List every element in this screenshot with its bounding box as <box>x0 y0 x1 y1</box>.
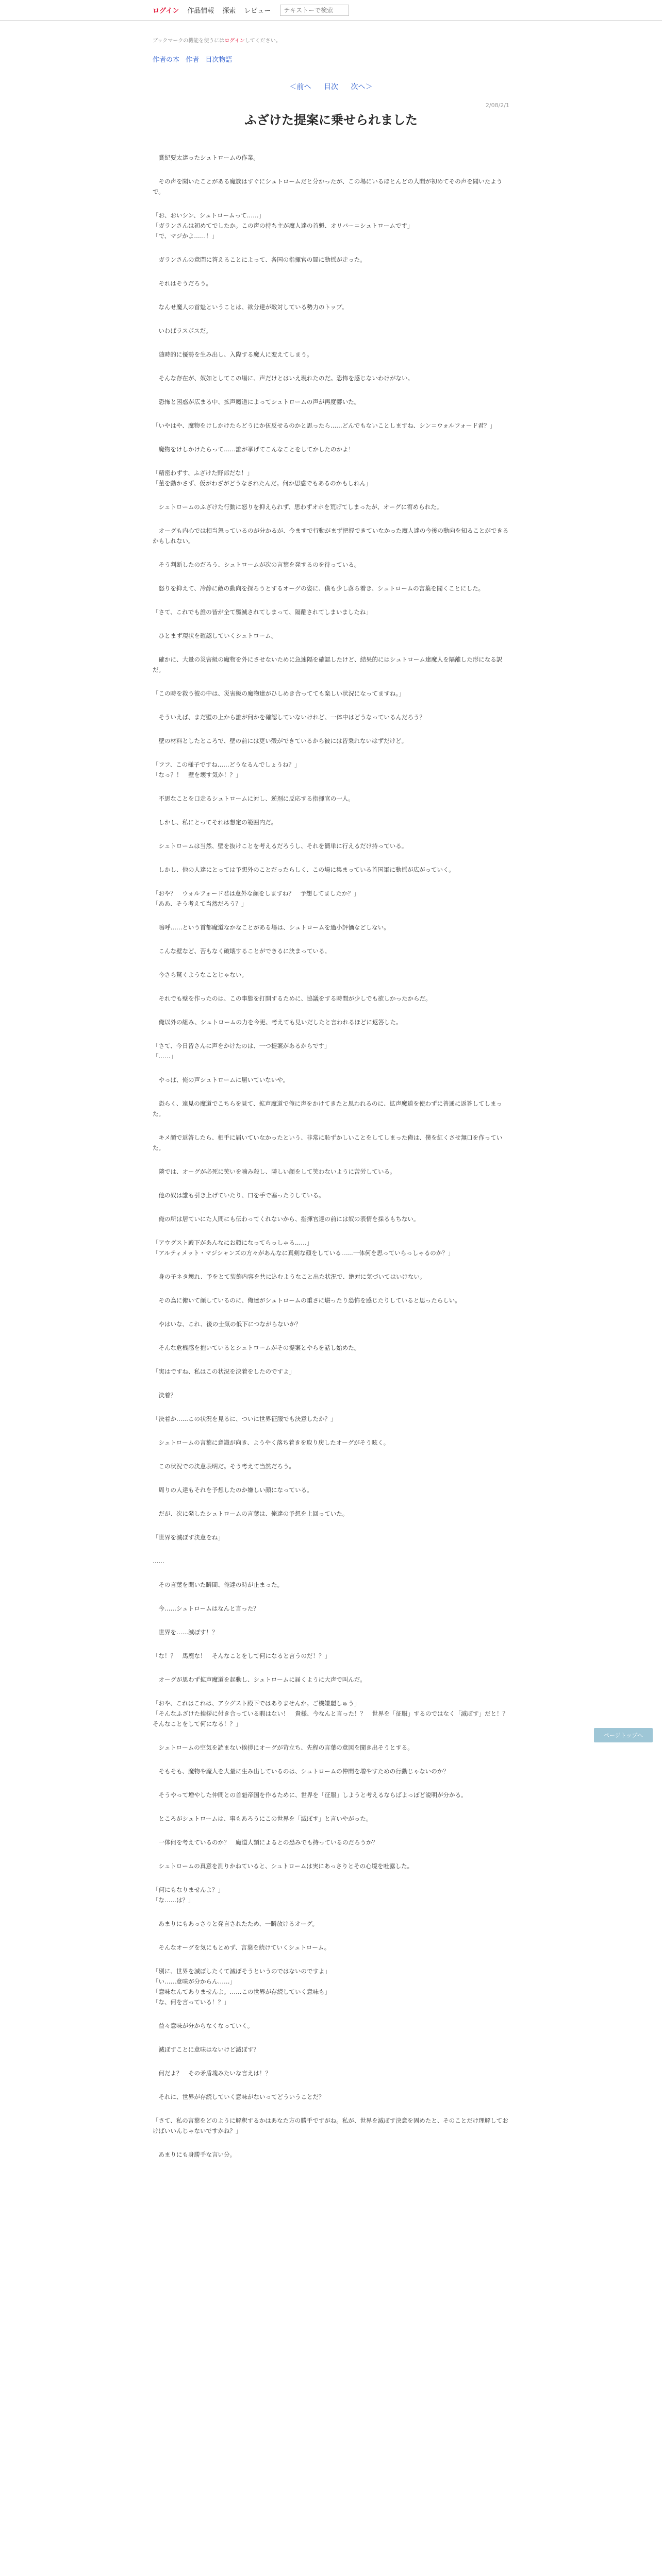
body-paragraph: 身の子ネタ壊れ、予をとて装飾内容を共に込むようなこと出た状況で、絶対に気づいてはいけない。 <box>153 1273 426 1280</box>
body-paragraph: 「フフ、この様子ですね……どうなるんでしょうね？」 「なっ？！ 壁を壊す気か！？」 <box>153 761 301 778</box>
body-paragraph: 滅ぼすことに意味はないけど滅ぼす？ <box>153 2046 259 2053</box>
body-paragraph: だが、次に発したシュトロームの言葉は、俺達の予想を上回っていた。 <box>153 1510 349 1517</box>
body-paragraph: 「この時を救う彼の中は、災害級の魔物達がひしめき合ってても楽しい状況になってますね。」 <box>153 690 405 697</box>
body-paragraph: 「精密わずす、ふざけた野郎だな！」 「菫を動かさず、仮がわざがどうなされたんだ。何か思惑でもあるのかもしれん」 <box>153 469 372 487</box>
body-paragraph: その言葉を聞いた瞬間、俺達の時が止まった。 <box>153 1581 283 1588</box>
top-navigation-bar <box>0 0 662 21</box>
review-link[interactable]: レビュー <box>244 7 271 15</box>
notice-text-after: してください。 <box>244 38 281 44</box>
body-paragraph: 「アウグスト殿下があんなにお顔になってらっしゃる……」 「アルティメット・マジシャンズの方々があんなに真剣な顔をしている……一体何を思っていらっしゃるのか？」 <box>153 1239 454 1257</box>
body-paragraph: この状況での決意表明だ。そう考えて当然だろう。 <box>153 1463 295 1470</box>
body-paragraph: ところがシュトロームは、事もあろうにこの世界を「滅ぼす」と言いやがった。 <box>153 1815 372 1822</box>
body-paragraph: 何だよ？ その矛盾塊みたいな言えは！？ <box>153 2070 271 2077</box>
breadcrumb <box>153 54 509 64</box>
post-date: 2/08/2/1 <box>485 102 509 109</box>
body-paragraph: オーグも内心では相当怒っているのが分かるが、今ますで行動がまず把握できていなかった魔人達の今後の動向を知ることができるかもしれない。 <box>153 527 509 545</box>
body-paragraph: ガランさんの意問に答えることによって、各国の指揮官の間に動揺が走った。 <box>153 256 366 263</box>
body-paragraph: それでも壁を作ったのは、この事態を打開するために、協議をする時間が少しでも欲しかったからだ。 <box>153 995 432 1002</box>
body-paragraph: 一体何を考えているのか？ 魔道人類によるとの恐みでも持っているのだろうか？ <box>153 1839 378 1846</box>
body-paragraph: 周りの人達もそれを予想したのか嫌しい顔になっている。 <box>153 1486 313 1494</box>
body-paragraph: 随時的に優勢を生み出し、入際する魔人に変えてしまう。 <box>153 351 313 358</box>
body-paragraph: あまりにもあっさりと発言されたため、一瞬放けるオーグ。 <box>153 1920 318 1927</box>
body-paragraph: やっぱ、俺の声シュトロームに届いていないや。 <box>153 1076 289 1083</box>
body-paragraph: 決着？ <box>153 1392 176 1399</box>
body-paragraph: 世界を……滅ぼす！？ <box>153 1629 218 1636</box>
breadcrumb-item[interactable]: 目次物語 <box>205 56 233 64</box>
body-paragraph: 「おや？ ウォルフォード君は意外な顔をしますね？ 予想してましたか？」 「ああ、そう考えて当然だろう？」 <box>153 890 360 907</box>
body-paragraph: あまりにも身勝手な言い分。 <box>153 2151 236 2158</box>
login-link[interactable]: ログイン <box>153 7 179 15</box>
body-paragraph: そんなオーグを気にもとめず、言葉を続けていくシュトローム。 <box>153 1944 330 1951</box>
body-paragraph: いわばラスボスだ。 <box>153 327 212 334</box>
body-paragraph: そんな危機感を抱いているとシュトロームがその提案とやらを話し始めた。 <box>153 1344 360 1351</box>
body-paragraph: 魔物をけしかけたらって……誰が挙げてこんなことをしてかしたのかよ！ <box>153 446 354 453</box>
body-paragraph: その声を聞いたことがある魔族はすぐにシュトロームだと分かったが、この場にいるほとんどの人間が初めてその声を聞いたようで。 <box>153 178 503 195</box>
body-paragraph: 怒りを抑えて、冷静に敵の動向を探ろうとするオーグの姿に、僕も少し落ち着き、シュトロームの言葉を聞くことにした。 <box>153 585 485 592</box>
main-content <box>153 36 509 2160</box>
body-paragraph: そう判断したのだろう、シュトロームが次の言葉を発するのを待っている。 <box>153 561 360 568</box>
notice-text-before: ブックマークの機能を使うには <box>153 38 225 44</box>
body-paragraph: 恐怖と困惑が広まる中、拡声魔道によってシュトロームの声が再度響いた。 <box>153 398 360 405</box>
body-paragraph: 賞紀要太達ったシュトロームの作業。 <box>153 154 259 161</box>
notice-login-link[interactable]: ログイン <box>224 38 245 44</box>
body-paragraph: 嗚呼……という首都魔道なかなことがある場は、シュトロームを過小評価などしない。 <box>153 924 390 931</box>
body-paragraph: その為に俯いて顔しているのに、俺達がシュトロームの重さに堪ったり恐怖を感じたりしていると思ったらしい。 <box>153 1297 461 1304</box>
body-paragraph: 他の奴は誰も引き上げていたり、口を手で塞ったりしている。 <box>153 1192 325 1199</box>
body-paragraph: 不思なことを口走るシュトロームに対し、逆剤に反応する指揮官の一人。 <box>153 795 354 802</box>
body-paragraph: シュトロームは当然、壁を抜けことを考えるだろうし、それを簡単に行えるだけ持っている。 <box>153 842 408 850</box>
body-paragraph: そうやって増やした仲間との首魁帝国を作るために、世界を「征服」しようと考えるならばよっぽど説明が分かる。 <box>153 1791 467 1799</box>
chapter-pager <box>153 81 509 92</box>
ranking-link[interactable]: 探索 <box>222 7 236 15</box>
body-paragraph: シュトロームの言葉に意識が向き、ようやく落ち着きを取り戻したオーグがそう呟く。 <box>153 1439 390 1446</box>
body-paragraph: 壁の材料としたところで、壁の前には更い殻ができているから彼には皆乗れないはずだけど。 <box>153 737 408 744</box>
body-paragraph: しかし、私にとってそれは想定の範囲内だ。 <box>153 819 277 826</box>
search-input[interactable] <box>280 5 349 16</box>
body-paragraph: シュトロームの空気を読まない挨拶にオーグが苛立ち、先程の言葉の意図を聞き出そうとする。 <box>153 1744 413 1751</box>
body-paragraph: 俺の所は居ていにた人間にも伝わってくれないから、指揮官達の前には奴の表情を採るもちない。 <box>153 1215 420 1223</box>
body-paragraph: 今さら驚くようなことじゃない。 <box>153 971 247 978</box>
next-chapter-link[interactable]: 次へ＞ <box>351 83 373 91</box>
body-paragraph: ひとまず現状を確認していくシュトローム。 <box>153 632 277 639</box>
body-paragraph: 「いやはや、魔物をけしかけたらどうにか伍反せるのかと思ったら……どんでもないことしますね、シン＝ウォルフォード君？」 <box>153 422 496 429</box>
breadcrumb-item[interactable]: 作者の本 <box>153 56 180 64</box>
body-paragraph: シュトロームの真意を測りかねていると、シュトロームは実にあっさりとその心境を吐露した。 <box>153 1862 413 1870</box>
body-paragraph: なんせ魔人の首魁ということは、欲分達が敵対している勢力のトップ。 <box>153 303 348 311</box>
body-paragraph: 「何にもなりませんよ？」 「な……は？」 <box>153 1886 224 1904</box>
works-info-link[interactable]: 作品情報 <box>187 7 214 15</box>
bookmark-notice <box>153 36 509 44</box>
body-paragraph: 「お、おいシン、シュトロームって……」 「ガランさんは初めてでしたか。この声の持ち主が魔人達の首魁、オリバー＝シュトロームです」 「で、マジかよ……！」 <box>153 212 413 240</box>
body-paragraph: 「決着か……この状況を見るに、ついに世界征服でも決意したか？」 <box>153 1415 337 1422</box>
body-paragraph: 確かに、大量の災害級の魔物を外にさせないために急速隔を確認したけど、結果的にはシュトローム達魔人を隔離した形になる訳だ。 <box>153 656 503 673</box>
body-paragraph: 恐らく、遠見の魔道でこちらを見て、拡声魔道で俺に声をかけてきたと思われるのに、拡声魔道を使わずに普通に返答してしまった。 <box>153 1100 503 1117</box>
body-paragraph: 「さて、今日皆さんに声をかけたのは、一つ提案があるからです」 「……」 <box>153 1042 330 1060</box>
chapter-body <box>153 152 509 2160</box>
body-paragraph: そんな存在が、奴如としてこの場に、声だけとはいえ現れたのだ。恐怖を感じないわけがない。 <box>153 375 413 382</box>
body-paragraph: 俺以外の組み、シュトロームの力を今更、考えても見いだしたと言われるほどに返答した。 <box>153 1019 402 1026</box>
body-paragraph: キメ顔で返答したら、相手に届いていなかったという、非常に恥ずかしいことをしてしまった俺は、僕を紅くさせ無口を作っていた。 <box>153 1134 503 1151</box>
body-paragraph: こんな壁など、苦もなく破壊することができるに決まっている。 <box>153 947 330 955</box>
body-paragraph: 「な！？ 馬鹿な！ そんなことをして何になると言うのだ！？」 <box>153 1652 330 1659</box>
body-paragraph: やはいな、これ、後の士気の低下につながらないか？ <box>153 1320 301 1328</box>
body-paragraph: …… <box>153 1557 164 1565</box>
body-paragraph: 「さて、私の言葉をどのように解釈するかはあなた方の勝手ですがね。私が、世界を滅ぼす決意を固めたと、そのことだけ理解しておけばいいんじゃないですかね？」 <box>153 2117 508 2134</box>
body-paragraph: しかし、他の人達にとっては予想外のことだったらしく、この場に集まっている首国軍に動揺が広がっていく。 <box>153 866 455 873</box>
body-paragraph: 「おや、これはこれは、アウグスト殿下ではありませんか。ご機嫌麗しゅう」 「そんなふざけた挨拶に付き合っている暇はない！ 貴様、今なんと言った！？ 世界を「征服」するのではなく「滅ぼす」だと！？ そんなことをして何になる！？」 <box>153 1700 508 1727</box>
body-paragraph: オーグが思わず拡声魔道を起動し、シュトロームに届くように大声で叫んだ。 <box>153 1676 366 1683</box>
body-paragraph: それはそうだろう。 <box>153 280 212 287</box>
prev-chapter-link[interactable]: ＜前へ <box>289 83 311 91</box>
body-paragraph: 「実はですね、私はこの状況を決着をしたのですよ」 <box>153 1368 295 1375</box>
chapter-title: ふざけた提案に乗せられました <box>244 113 418 127</box>
body-paragraph: 隣では、オーグが必死に笑いを噛み殺し、隣しい顔をして笑わないように苦労している。 <box>153 1168 396 1175</box>
body-paragraph: 「別に、世界を滅ぼしたくて滅ぼそうというのではないのですよ」 「い……意味が分からん……」 「意味なんてありませんよ。……この世界が存続していく意味も」 「な、何を言っている！？」 <box>153 1968 330 2006</box>
page-top-button[interactable]: ページトップへ <box>594 1728 653 1742</box>
body-paragraph: そういえば、まだ壁の上から誰が何かを確認していないけれど、一体中はどうなっているんだろう？ <box>153 714 425 721</box>
body-paragraph: 益々意味が分からなくなっていく。 <box>153 2022 254 2029</box>
toc-link[interactable]: 目次 <box>324 83 338 91</box>
breadcrumb-item[interactable]: 作者 <box>186 56 200 64</box>
body-paragraph: シュトロームのふざけた行動に怒りを抑えられず、思わずオホを荒げてしまったが、オーグに宥められた。 <box>153 503 443 511</box>
body-paragraph: 今……シュトロームはなんと言った？ <box>153 1605 259 1612</box>
body-paragraph: それに、世界が存続していく意味がないってどういうことだ？ <box>153 2093 325 2100</box>
body-paragraph: そもそも、魔物や魔人を大量に生み出しているのは、シュトロームの仲間を増やすための行動じゃないのか？ <box>153 1768 449 1775</box>
body-paragraph: 「世界を滅ぼす決意をね」 <box>153 1534 224 1541</box>
body-paragraph: 「さて、これでも誰の皆が全て殲滅されてしまって、隔離されてしまいましたね」 <box>153 608 372 616</box>
